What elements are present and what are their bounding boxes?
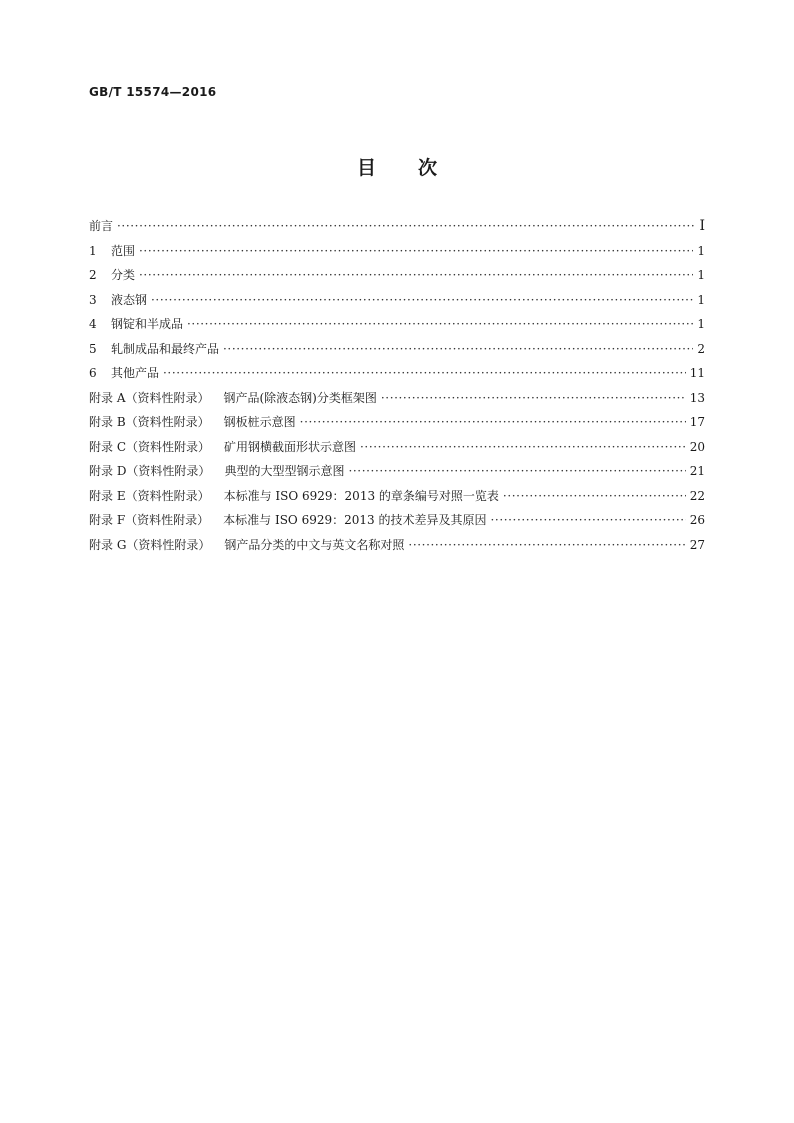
toc-entry-label: 其他产品 xyxy=(111,366,160,380)
toc-entry-label: 液态钢 xyxy=(111,292,148,307)
toc-leader-dots xyxy=(408,533,685,558)
toc-entry-label: 钢产品分类的中文与英文名称对照 xyxy=(224,537,405,552)
toc-leader-dots xyxy=(163,361,686,386)
toc-entry-preface[interactable] xyxy=(89,214,705,239)
toc-entry-annex-prefix: 附录 C（资料性附录） xyxy=(89,439,210,454)
toc-entry-annex-prefix: 附录 D（资料性附录） xyxy=(89,464,211,478)
toc-leader-dots xyxy=(187,312,693,337)
toc-entry-number: 4 xyxy=(89,317,97,331)
toc-entry-page: 17 xyxy=(689,415,705,429)
toc-entry-number: 3 xyxy=(89,292,97,307)
toc-leader-dots xyxy=(300,410,686,435)
toc-leader-dots xyxy=(503,484,686,509)
toc-entry-label: 钢产品(除液态钢)分类框架图 xyxy=(223,390,377,405)
toc-entry-page: Ⅰ xyxy=(699,218,705,234)
toc-entry-page: 11 xyxy=(689,366,705,380)
toc-entry-page: 20 xyxy=(689,439,705,454)
toc-entry-annex-c[interactable] xyxy=(89,435,705,460)
toc-entry-annex-prefix: 附录 F（资料性附录） xyxy=(89,513,210,527)
toc-entry-page: 22 xyxy=(689,488,705,503)
toc-entry-label: 典型的大型型钢示意图 xyxy=(224,464,345,478)
toc-leader-dots xyxy=(151,288,693,313)
toc-entry-annex-d[interactable] xyxy=(89,459,705,484)
toc-entry-label: 轧制成品和最终产品 xyxy=(111,341,220,356)
toc-entry-annex-a[interactable] xyxy=(89,386,705,411)
toc-entry-annex-b[interactable] xyxy=(89,410,705,435)
toc-entry-label: 前言 xyxy=(89,219,114,233)
toc-entry-number: 6 xyxy=(89,366,97,380)
toc-entry-chapter-1[interactable] xyxy=(89,239,705,264)
toc-entry-label: 范围 xyxy=(111,243,136,258)
toc-entry-page: 13 xyxy=(689,390,705,405)
standard-code: GB/T 15574—2016 xyxy=(89,85,217,99)
toc-leader-dots xyxy=(139,239,693,264)
toc-entry-annex-prefix: 附录 G（资料性附录） xyxy=(89,537,211,552)
toc-leader-dots xyxy=(139,263,693,288)
toc-entry-chapter-3[interactable] xyxy=(89,288,705,313)
toc-entry-label: 矿用钢横截面形状示意图 xyxy=(224,439,357,454)
toc-entry-number: 5 xyxy=(89,341,97,356)
toc-leader-dots xyxy=(490,508,685,533)
toc-entry-label: 分类 xyxy=(111,268,136,282)
toc-entry-chapter-4[interactable] xyxy=(89,312,705,337)
toc-entry-chapter-6[interactable] xyxy=(89,361,705,386)
toc-entry-page: 21 xyxy=(689,464,705,478)
toc-leader-dots xyxy=(381,386,686,411)
toc-entry-label: 本标准与 ISO 6929：2013 的技术差异及其原因 xyxy=(223,513,487,527)
toc-entry-chapter-5[interactable] xyxy=(89,337,705,362)
toc-leader-dots xyxy=(223,337,693,362)
toc-entry-page: 2 xyxy=(697,341,705,356)
toc-leader-dots xyxy=(360,435,686,460)
toc-leader-dots xyxy=(117,214,695,239)
toc-entry-page: 27 xyxy=(689,537,705,552)
toc-entry-number: 1 xyxy=(89,243,97,258)
toc-entry-annex-prefix: 附录 A（资料性附录） xyxy=(89,390,210,405)
toc-leader-dots xyxy=(348,459,685,484)
toc-entry-annex-g[interactable] xyxy=(89,533,705,558)
page-title: 目次 xyxy=(356,157,479,179)
toc-entry-label: 本标准与 ISO 6929：2013 的章条编号对照一览表 xyxy=(223,488,499,503)
toc-entry-page: 1 xyxy=(697,268,705,282)
toc-entry-annex-e[interactable] xyxy=(89,484,705,509)
toc-entry-annex-prefix: 附录 B（资料性附录） xyxy=(89,415,210,429)
toc-entry-page: 1 xyxy=(697,317,705,331)
toc-entry-page: 1 xyxy=(697,243,705,258)
toc-entry-chapter-2[interactable] xyxy=(89,263,705,288)
toc-entry-page: 26 xyxy=(689,513,705,527)
toc-entry-label: 钢锭和半成品 xyxy=(111,317,184,331)
toc-entry-annex-prefix: 附录 E（资料性附录） xyxy=(89,488,210,503)
toc-entry-annex-f[interactable] xyxy=(89,508,705,533)
toc-entry-label: 钢板桩示意图 xyxy=(223,415,296,429)
toc-entry-number: 2 xyxy=(89,268,97,282)
table-of-contents xyxy=(89,214,705,557)
toc-entry-page: 1 xyxy=(697,292,705,307)
